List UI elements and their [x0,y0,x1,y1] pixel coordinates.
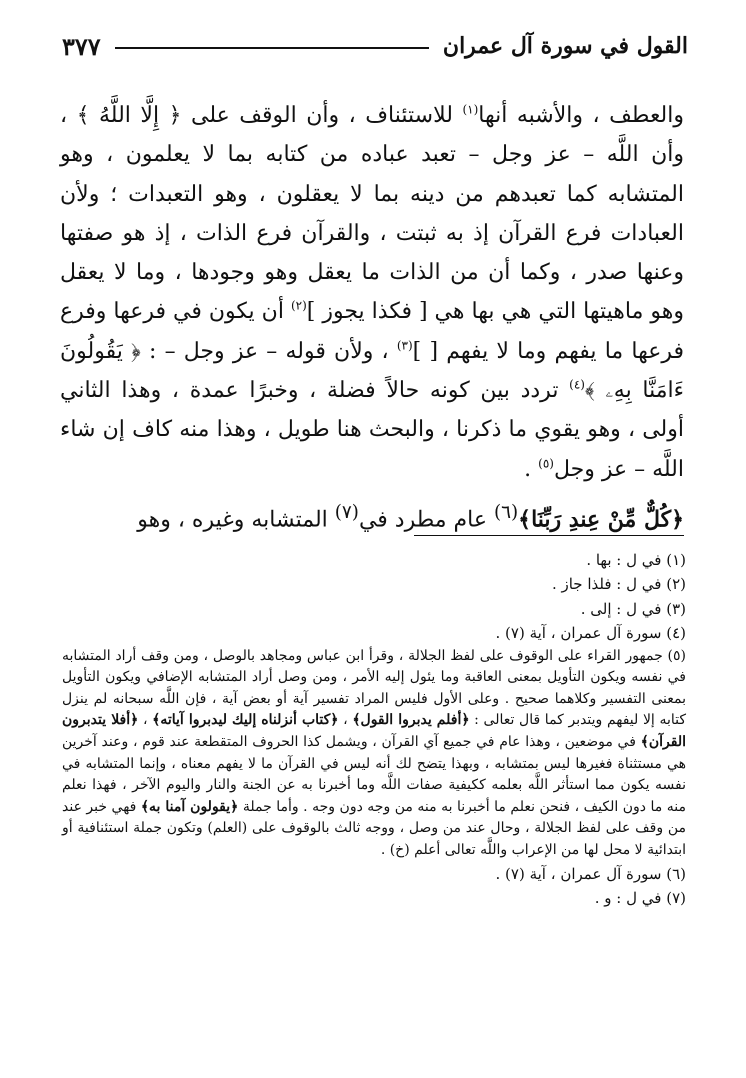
quran-quote: ﴿أفلا يتدبرون القرآن﴾ [62,712,686,750]
quran-quote: ﴿كُلٌّ مِّنْ عِندِ رَبِّنَا﴾ [518,506,684,533]
text-run: فهي خبر عند من وقف على لفظ الجلالة ، وحال عند من وصل ، ووجه ثالث بالوقوف على (العلم) وتكون جملة استئنافية أو ابتدائية لا محل لها من الإعراب واللَّه تعالى أعلم (خ) . [62,798,686,858]
footnote-3: (٣) في ل : إلى . [580,599,686,618]
text-run: عام مطرد في [358,507,494,533]
footnote-ref-4: (٤) [569,377,585,392]
text-run: . [524,456,539,482]
text-run: ، [338,712,353,729]
footnote-6: (٦) سورة آل عمران ، آية (٧) . [495,864,686,883]
footnote-separator [414,535,684,536]
running-header [62,22,688,70]
footnotes [62,548,686,910]
footnote-ref-7: (٧) [334,502,359,523]
footnote-1: (١) في ل : بها . [586,551,686,569]
footnote-ref-2: (٢) [290,299,307,314]
footnote-ref-5: (٥) [538,456,554,471]
text-run: تردد بين كونه حالاً فضلة ، وخبرًا عمدة ، وهذا الثاني أولى ، وهو يقوي ما ذكرنا ، والبحث هنا طويل ، وهذا منه كاف إن شاء اللَّه – عز وجل [60,378,684,482]
quran-quote: ﴿يقولون آمنا به﴾ [140,798,239,815]
section-opener [60,493,684,539]
page-number: ٣٧٧ [62,31,101,61]
footnote-5 [62,646,686,862]
header-rule [115,47,429,49]
footnote-7: (٧) في ل : و . [594,888,686,907]
text-run: المتشابه وغيره ، وهو [137,507,335,533]
running-title: القول في سورة آل عمران [442,33,688,59]
text-run: للاستئناف ، وأن الوقف على ﴿ إِلَّا اللَّهُ ﴾ ، وأن اللَّه – عز وجل – تعبد عباده من كتابه بما لا يعلمون ، وهو المتشابه كما تعبدهم من دينه بما لا يعقلون ، وهو التعبدات ؛ ولأن العبادات فرع القرآن إذ به ثبتت ، والقرآن فرع الذات ، إذ هو صفتها وعنها صدر ، وكما أن من الذات ما يعقل وهو وجودها ، وما لا يعقل وهو ماهيتها التي هي بها هي [ فكذا يجوز ] [60,103,684,325]
footnote-2: (٢) في ل : فلذا جاز . [551,575,686,594]
text-run: أن يكون في فرعها وفرع فرعها ما يفهم وما لا يفهم [ ] [60,299,684,364]
footnote-ref-3: (٣) [396,338,413,353]
main-paragraph [60,96,684,489]
footnote-ref-1: (١) [462,102,479,117]
text-run: (٥) جمهور القراء على الوقوف على لفظ الجلالة ، وقرأ ابن عباس ومجاهد بالوصل ، ومن وقف أراد المتشابه في نفسه ويكون التأويل بمعنى العاقبة وما يئول إليه الأمر ، ومن وصل أراد المتشابه الإضافي ويكون التأويل بمعنى التفسير وكلاهما صحيح . وعلى الأول فليس المراد تفسير آية أو بعض آية ، فإن اللَّه سبحانه لم ينزل كتابه إلا ليفهم ويتدبر كما قال تعالى : [62,647,687,729]
text-run: ، ولأن قوله – عز وجل – : ﴿ يَقُولُونَ ءَامَنَّا بِهِۦ ﴾ [60,338,685,404]
quran-quote: ﴿كتاب أنزلناه إليك ليدبروا آياته﴾ [152,712,339,729]
footnote-ref-6: (٦) [494,502,519,523]
footnote-4: (٤) سورة آل عمران ، آية (٧) . [495,624,686,643]
quran-quote: ﴿أفلم يدبروا القول﴾ [352,712,470,729]
main-text [60,96,684,489]
text-run: ، [138,712,153,729]
text-run: والعطف ، والأشبه أنها [478,103,684,128]
text-run: في موضعين ، وهذا عام في جميع آي القرآن ، ويشمل كذا الحروف المتقطعة عند قوم ، وعند آخرين هي مستثناة فغيرها ليس بمتشابه ، وبهذا يتضح لك أنه ليس في القرآن ما لا يفهم معناه ، وإنما المتشابه في نفسه يكون مما استأثر اللَّه بعلمه ككيفية صفات اللَّه وما أخبرنا به عن الجنة والنار واليوم الآخر ، فهذا نعلم منه ما دون الكيف ، فنحن نعلم ما أخبرنا به منه من وجه دون وجه . وأما جملة [62,734,686,815]
